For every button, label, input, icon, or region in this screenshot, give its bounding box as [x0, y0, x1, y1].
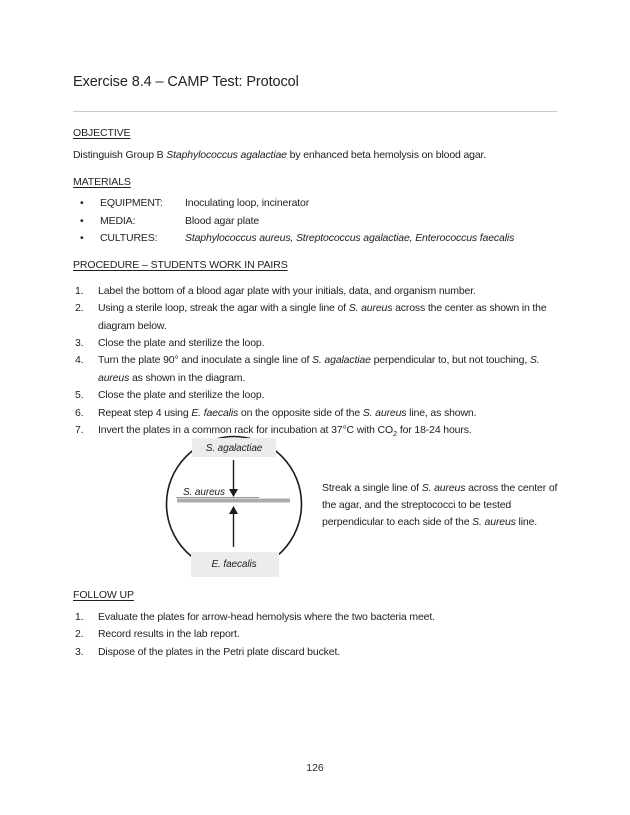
- step-text: Turn the plate 90° and inoculate a single line of S. agalactiae perpendicular to, but not touching, S. aureus as shown in the diagram.: [98, 354, 540, 384]
- agalactiae-label: S. agalactiae: [205, 442, 263, 454]
- aureus-streak-line: [177, 498, 290, 502]
- objective-heading: OBJECTIVE: [73, 127, 131, 139]
- step-number: 3.: [75, 337, 84, 350]
- diagram-caption: Streak a single line of S. aureus across the center of the agar, and the streptococci to be tested perpendicular to each side of the S. aureus line.: [322, 481, 558, 529]
- objective-text: Distinguish Group B Staphylococcus agalactiae by enhanced beta hemolysis on blood agar.: [73, 149, 487, 162]
- followup-step: [73, 644, 557, 661]
- step-text: Evaluate the plates for arrow-head hemolysis where the two bacteria meet.: [98, 610, 435, 623]
- camp-test-diagram: [73, 435, 557, 581]
- step-text: Dispose of the plates in the Petri plate discard bucket.: [98, 645, 340, 658]
- followup-list: [73, 609, 557, 661]
- page-number: 126: [306, 762, 324, 774]
- step-number: 2.: [75, 302, 84, 315]
- materials-value: Staphylococcus aureus, Streptococcus agalactiae, Enterococcus faecalis: [185, 232, 515, 245]
- materials-label: EQUIPMENT:: [100, 197, 163, 210]
- materials-value: Inoculating loop, incinerator: [185, 197, 310, 210]
- step-number: 1.: [75, 284, 84, 297]
- agar-plate-diagram: [73, 435, 323, 581]
- procedure-heading: PROCEDURE – STUDENTS WORK IN PAIRS: [73, 259, 288, 272]
- aureus-label: S. aureus: [183, 486, 225, 498]
- step-text: Close the plate and sterilize the loop.: [98, 389, 265, 402]
- materials-label: MEDIA:: [100, 214, 136, 227]
- materials-heading: MATERIALS: [73, 175, 131, 188]
- title-divider: [73, 111, 557, 112]
- materials-item: [73, 213, 557, 230]
- materials-item: [73, 230, 557, 247]
- procedure-step: [73, 335, 557, 352]
- step-number: 6.: [75, 406, 84, 419]
- procedure-list: [73, 283, 557, 440]
- followup-step: [73, 626, 557, 643]
- step-text: Invert the plates in a common rack for incubation at 37°C with $CO_2$ for 18-24 hours.: [98, 424, 472, 439]
- step-text: Label the bottom of a blood agar plate with your initials, data, and organism number.: [98, 284, 476, 297]
- materials-list: [73, 195, 557, 247]
- followup-heading: FOLLOW UP: [73, 588, 134, 601]
- materials-label: CULTURES:: [100, 232, 158, 245]
- procedure-step: [73, 405, 557, 422]
- step-number: 4.: [75, 354, 84, 367]
- procedure-step: [73, 300, 557, 335]
- step-number: 2.: [75, 628, 84, 641]
- materials-value: Blood agar plate: [185, 214, 260, 227]
- materials-item: [73, 195, 557, 212]
- step-text: Using a sterile loop, streak the agar with a single line of S. aureus across the center as shown in the diagram below.: [98, 302, 547, 332]
- procedure-step: [73, 283, 557, 300]
- step-text: Close the plate and sterilize the loop.: [98, 337, 265, 350]
- step-number: 5.: [75, 389, 84, 402]
- page-content: [73, 0, 557, 661]
- step-number: 7.: [75, 424, 84, 437]
- procedure-step: [73, 387, 557, 404]
- agalactiae-arrowhead-icon: [229, 489, 238, 497]
- bullet-icon: •: [80, 197, 84, 210]
- step-text: Record results in the lab report.: [98, 628, 240, 641]
- procedure-step: [73, 352, 557, 387]
- faecalis-label: E. faecalis: [211, 558, 257, 570]
- faecalis-arrowhead-icon: [229, 506, 238, 514]
- step-number: 3.: [75, 645, 84, 658]
- step-number: 1.: [75, 610, 84, 623]
- page-title: Exercise 8.4 – CAMP Test: Protocol: [73, 74, 299, 90]
- bullet-icon: •: [80, 214, 84, 227]
- followup-step: [73, 609, 557, 626]
- bullet-icon: •: [80, 232, 84, 245]
- step-text: Repeat step 4 using E. faecalis on the opposite side of the S. aureus line, as shown.: [98, 406, 477, 419]
